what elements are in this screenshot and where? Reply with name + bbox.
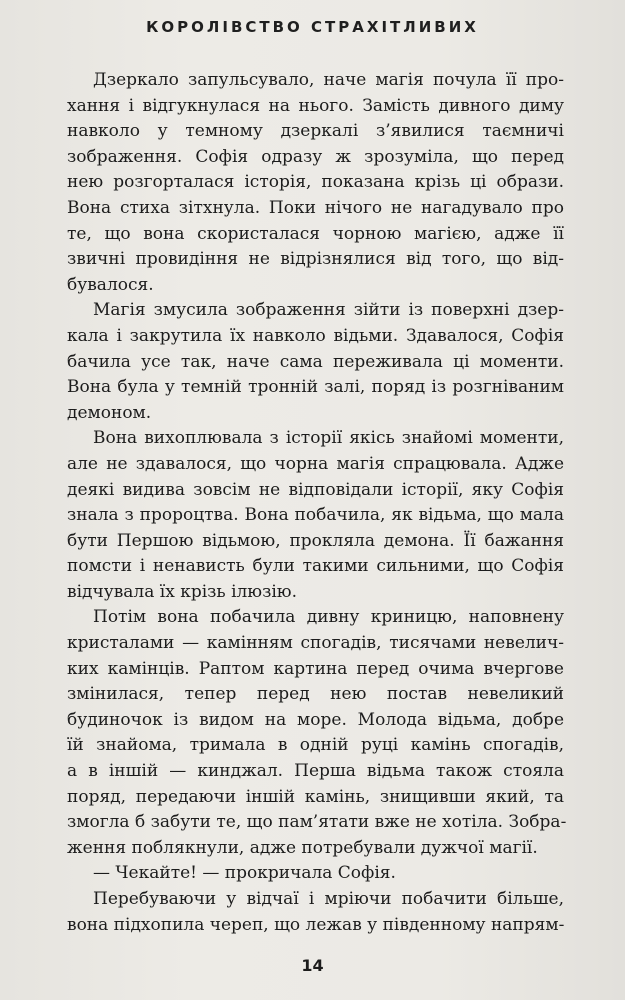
text-line: вона підхопила череп, що лежав у південному напрям-	[67, 914, 565, 935]
text-line: Вона була у темній тронній залі, поряд із розгніваним	[67, 377, 564, 398]
text-line: кристалами — камінням спогадів, тисячами невелич-	[67, 633, 564, 654]
text-line: але не здавалося, що чорна магія спрацювала. Адже	[67, 453, 564, 474]
text-line: Вона стиха зітхнула. Поки нічого не нагадувало про	[67, 197, 564, 218]
text-line: знала з пророцтва. Вона побачила, як відьма, що мала	[67, 505, 564, 526]
text-line: змогла б забути те, що пам’ятати вже не хотіла. Зобра-	[67, 812, 567, 833]
text-line: кала і закрутила їх навколо відьми. Здавалося, Софія	[67, 325, 564, 346]
text-line: Перебуваючи у відчаї і мріючи побачити більше,	[93, 889, 564, 909]
paragraph	[67, 426, 564, 605]
paragraph	[67, 68, 564, 298]
text-line: деякі видива зовсім не відповідали історії, яку Софія	[67, 479, 564, 500]
text-line: Магія змусила зображення зійти із поверхні дзер-	[93, 300, 564, 321]
text-line: Вона вихоплювала з історії якісь знайомі моменти,	[93, 428, 564, 449]
text-line: демоном.	[67, 402, 152, 423]
paragraph	[67, 298, 564, 426]
paragraph	[67, 887, 564, 938]
text-line: звичні провидіння не відрізнялися від того, що від-	[67, 249, 564, 270]
running-head: КОРОЛІВСТВО СТРАХІТЛИВИХ	[146, 18, 479, 36]
text-line: а в іншій — кинджал. Перша відьма також стояла	[67, 761, 564, 782]
text-line: те, що вона скористалася чорною магією, адже її	[67, 223, 564, 244]
text-line: бачила усе так, наче сама переживала ці моменти.	[67, 351, 564, 372]
text-line: будиночок із видом на море. Молода відьма, добре	[67, 709, 564, 730]
text-line: зображення. Софія одразу ж зрозуміла, що перед	[67, 146, 564, 167]
text-line: помсти і ненависть були такими сильними, що Софія	[67, 556, 564, 577]
text-line: нею розгорталася історія, показана крізь ці образи.	[67, 172, 564, 193]
text-line: — Чекайте! — прокричала Софія.	[93, 863, 396, 884]
body-text	[67, 68, 567, 938]
text-line: відчувала їх крізь ілюзію.	[67, 581, 298, 602]
paragraph	[67, 605, 567, 861]
text-line: Дзеркало запульсувало, наче магія почула її про-	[93, 70, 564, 90]
paragraph	[67, 861, 564, 887]
text-line: бути Першою відьмою, прокляла демона. Її бажання	[67, 530, 564, 551]
text-line: ких камінців. Раптом картина перед очима вчергове	[67, 658, 564, 679]
text-line: ження поблякнули, адже потребували дужчої магії.	[67, 837, 538, 858]
text-line: Потім вона побачила дивну криницю, наповнену	[93, 607, 564, 628]
text-line: навколо у темному дзеркалі з’явилися таємничі	[67, 121, 564, 142]
text-line: бувалося.	[67, 274, 154, 295]
text-line: їй знайома, тримала в одній руці камінь спогадів,	[67, 735, 564, 756]
page-number: 14	[301, 956, 324, 975]
text-line: хання і відгукнулася на нього. Замість дивного диму	[67, 95, 564, 116]
text-line: поряд, передаючи іншій камінь, знищивши який, та	[67, 786, 564, 807]
text-line: змінилася, тепер перед нею постав невеликий	[67, 684, 564, 705]
